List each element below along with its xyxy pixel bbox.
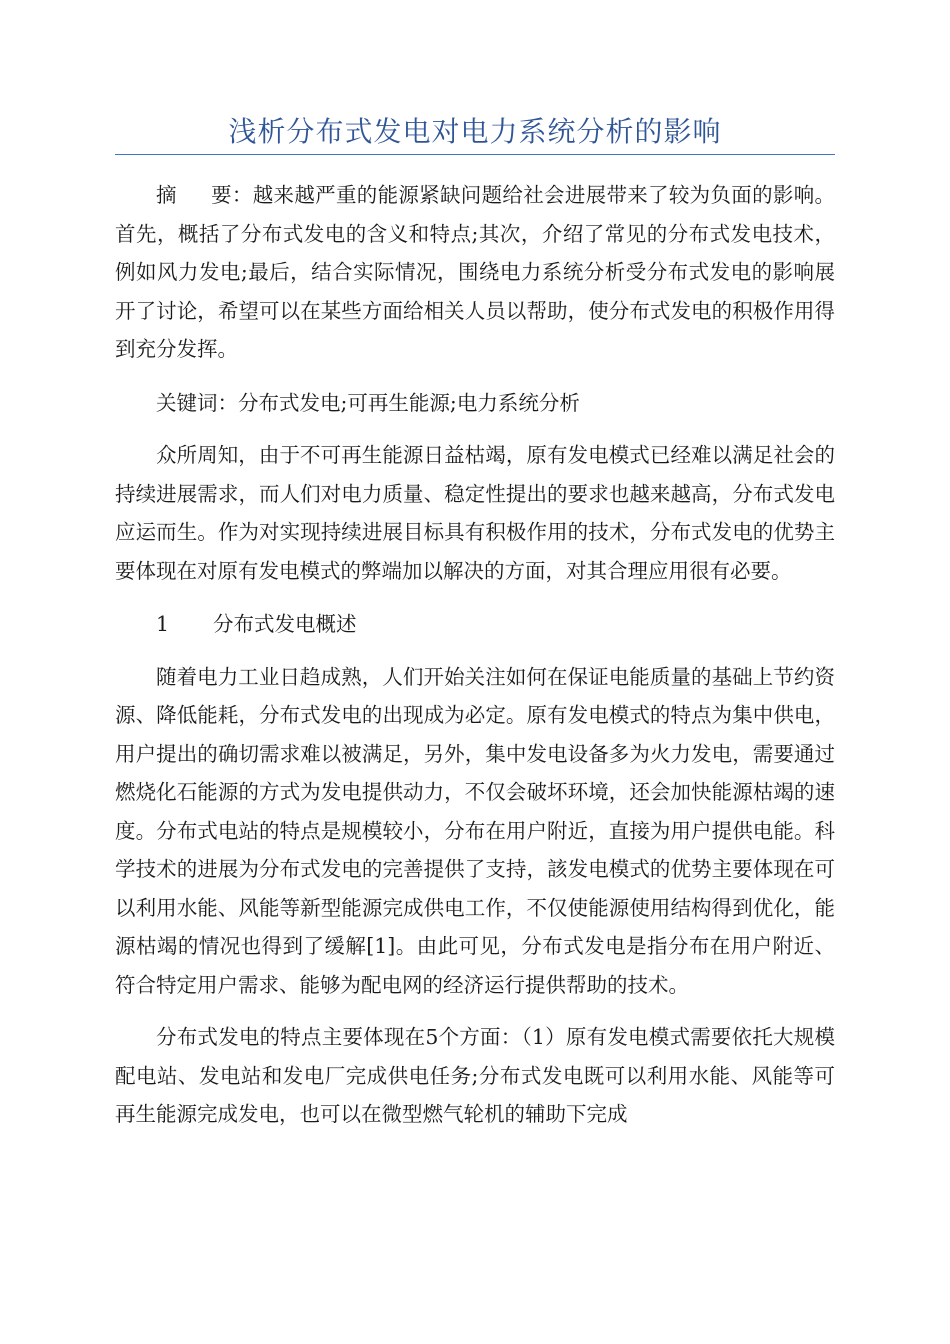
keywords-label: 关键词： [156,390,238,415]
keywords-paragraph [115,384,835,423]
intro-paragraph: 众所周知，由于不可再生能源日益枯竭，原有发电模式已经难以满足社会的持续进展需求，而人们对电力质量、稳定性提出的要求也越来越高，分布式发电应运而生。作为对实现持续进展目标具有积极作用的技术，分布式发电的优势主要体现在对原有发电模式的弊端加以解决的方面，对其合理应用很有必要。 [115,443,835,583]
section-number: 1 [156,612,170,636]
abstract-label-first: 摘 [156,183,177,207]
section-heading [115,605,835,644]
section-title: 分布式发电概述 [213,612,357,636]
overview-paragraph: 随着电力工业日趋成熟，人们开始关注如何在保证电能质量的基础上节约资源、降低能耗，分布式发电的出现成为必定。原有发电模式的特点为集中供电，用户提出的确切需求难以被满足，另外，集中发电设备多为火力发电，需要通过燃烧化石能源的方式为发电提供动力，不仅会破坏环境，还会加快能源枯竭的速度。分布式电站的特点是规模较小，分布在用户附近，直接为用户提供电能。科学技术的进展为分布式发电的完善提供了支持，該发电模式的优势主要体现在可以利用水能、风能等新型能源完成供电工作，不仅使能源使用结构得到优化，能源枯竭的情况也得到了缓解[1]。由此可见，分布式发电是指分布在用户附近、符合特定用户需求、能够为配电网的经济运行提供帮助的技术。 [115,664,835,997]
abstract-paragraph [115,176,835,369]
abstract-text: 越来越严重的能源紧缺问题给社会进展带来了较为负面的影响。首先，概括了分布式发电的含义和特点;其次，介绍了常见的分布式发电技术，例如风力发电;最后，结合实际情况，围绕电力系统分析受分布式发电的影响展开了讨论，希望可以在某些方面给相关人员以帮助，使分布式发电的积极作用得到充分发挥。 [115,183,836,361]
features-paragraph: 分布式发电的特点主要体现在5个方面：（1）原有发电模式需要依托大规模配电站、发电站和发电厂完成供电任务;分布式发电既可以利用水能、风能等可再生能源完成发电，也可以在微型燃气轮机的辅助下完成 [115,1025,835,1126]
title-underline [115,154,835,155]
abstract-label-second: 要： [210,183,253,207]
document-page [115,0,835,1134]
document-title: 浅析分布式发电对电力系统分析的影响 [228,115,722,148]
keywords-text: 分布式发电;可再生能源;电力系统分析 [238,390,580,415]
